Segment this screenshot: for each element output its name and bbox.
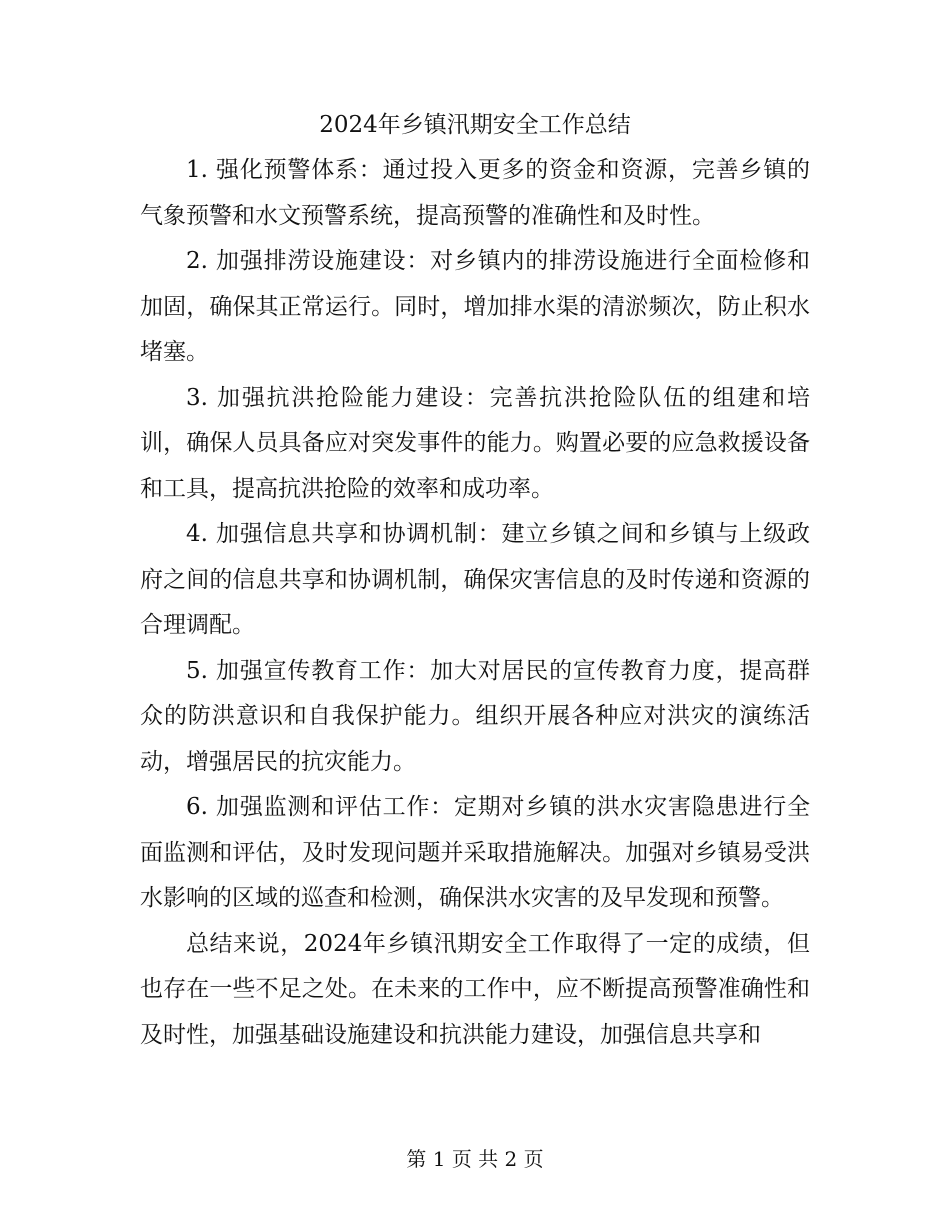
paragraph-5: 5. 加强宣传教育工作：加大对居民的宣传教育力度，提高群众的防洪意识和自我保护能力。组织开展各种应对洪灾的演练活动，增强居民的抗灾能力。 <box>140 657 810 775</box>
document-title: 2024年乡镇汛期安全工作总结 <box>319 112 631 138</box>
paragraph-summary: 总结来说，2024年乡镇汛期安全工作取得了一定的成绩，但也存在一些不足之处。在未来的工作中，应不断提高预警准确性和及时性，加强基础设施建设和抗洪能力建设，加强信息共享和 <box>140 930 810 1048</box>
paragraph-2: 2. 加强排涝设施建设：对乡镇内的排涝设施进行全面检修和加固，确保其正常运行。同时，增加排水渠的清淤频次，防止积水堵塞。 <box>140 248 810 365</box>
paragraph-4: 4. 加强信息共享和协调机制：建立乡镇之间和乡镇与上级政府之间的信息共享和协调机制，确保灾害信息的及时传递和资源的合理调配。 <box>140 521 810 638</box>
page-number-footer: 第 1 页 共 2 页 <box>406 1147 544 1171</box>
paragraph-6: 6. 加强监测和评估工作：定期对乡镇的洪水灾害隐患进行全面监测和评估，及时发现问题并采取措施解决。加强对乡镇易受洪水影响的区域的巡查和检测，确保洪水灾害的及早发现和预警。 <box>140 794 810 911</box>
document-body <box>140 148 810 1058</box>
paragraph-3: 3. 加强抗洪抢险能力建设：完善抗洪抢险队伍的组建和培训，确保人员具备应对突发事件的能力。购置必要的应急救援设备和工具，提高抗洪抢险的效率和成功率。 <box>140 384 810 502</box>
paragraph-1: 1. 强化预警体系：通过投入更多的资金和资源，完善乡镇的气象预警和水文预警系统，提高预警的准确性和及时性。 <box>140 157 810 229</box>
